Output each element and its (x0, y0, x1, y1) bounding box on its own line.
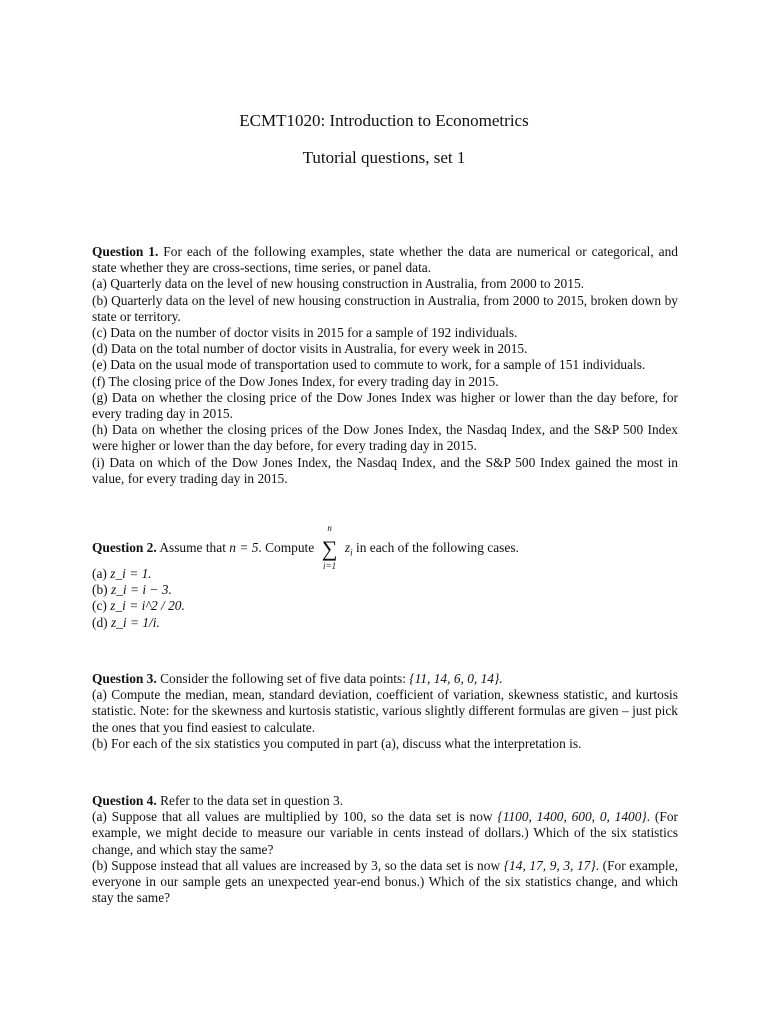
question-4-heading: Question 4. (92, 793, 157, 808)
question-2-item-expr: z_i = i − 3. (110, 582, 172, 598)
question-1-heading: Question 1. (92, 244, 159, 259)
question-2-compute: . Compute (258, 540, 315, 556)
question-4-item-a (92, 809, 678, 858)
question-3-item-a: (a) Compute the median, mean, standard deviation, coefficient of variation, skewness statistic, and kurtosis statistic. Note: for the skewness and kurtosis statistic, various slightly different formulas are given – just pick the ones that you find easiest to calculate. (92, 687, 678, 735)
question-2-item-d (92, 615, 678, 631)
question-2-item-expr: z_i = 1. (110, 566, 152, 582)
question-1-item-b: (b) Quarterly data on the level of new housing construction in Australia, from 2000 to 2015, broken down by state or territory. (92, 292, 678, 324)
question-2-items (92, 566, 678, 631)
summation-symbol (321, 523, 339, 571)
question-1-intro (92, 244, 678, 276)
question-3-intro (92, 671, 678, 687)
question-1-item-d: (d) Data on the total number of doctor visits in Australia, for every week in 2015. (92, 341, 528, 357)
question-4-a-set: {1100, 1400, 600, 0, 1400} (497, 809, 647, 825)
question-1-item-h: (h) Data on whether the closing prices of the Dow Jones Index, the Nasdaq Index, and the S&P 500 Index were higher or lower than the day before, for every trading day in 2015. (92, 422, 678, 454)
question-1-item-f: (f) The closing price of the Dow Jones Index, for every trading day in 2015. (92, 373, 499, 389)
question-2-item-label: (d) (92, 614, 108, 630)
question-2-post: in each of the following cases. (356, 540, 519, 556)
question-1-text: For each of the following examples, state whether the data are numerical or categorical, and state whether they are cross-sections, time series, or panel data. (92, 244, 678, 276)
summation-upper: n (327, 523, 332, 533)
question-1 (92, 244, 678, 487)
question-4-b-pre: (b) Suppose instead that all values are increased by 3, so the data set is now (92, 857, 501, 873)
question-4 (92, 793, 678, 906)
question-2-assumption: n = 5 (229, 540, 259, 556)
question-2-item-a (92, 566, 678, 582)
question-3-item-b: (b) For each of the six statistics you computed in part (a), discuss what the interpretation is. (92, 735, 582, 751)
summation-term-var: z (344, 540, 351, 556)
question-3-dataset: {11, 14, 6, 0, 14}. (409, 671, 503, 686)
question-2-intro (92, 523, 678, 571)
summation-lower: i=1 (323, 561, 337, 571)
question-2-item-label: (b) (92, 582, 108, 598)
document-subtitle: Tutorial questions, set 1 (302, 148, 466, 167)
question-1-item-c: (c) Data on the number of doctor visits in 2015 for a sample of 192 individuals. (92, 325, 518, 341)
question-1-item-e: (e) Data on the usual mode of transportation used to commute to work, for a sample of 151 individuals. (92, 357, 646, 373)
question-2 (92, 523, 678, 631)
question-2-heading: Question 2. (92, 540, 157, 556)
sigma-icon: ∑ (321, 536, 338, 561)
question-4-intro (92, 793, 678, 809)
document-title: ECMT1020: Introduction to Econometrics (239, 111, 529, 130)
question-1-item-i: (i) Data on which of the Dow Jones Index, the Nasdaq Index, and the S&P 500 Index gained the most in value, for every trading day in 2015. (92, 454, 678, 486)
question-4-b-post: . (For example, everyone in our sample gets an unexpected year-end bonus.) Which of the six statistics change, and which stay the same? (92, 857, 678, 906)
question-2-item-c (92, 598, 678, 614)
summation-term (344, 540, 353, 558)
question-2-item-expr: z_i = i^2 / 20. (110, 598, 185, 614)
question-3-text: Consider the following set of five data points: (160, 671, 406, 686)
question-2-pre: Assume that (159, 540, 226, 556)
question-1-item-g: (g) Data on whether the closing price of the Dow Jones Index was higher or lower than the day before, for every trading day in 2015. (92, 389, 678, 422)
question-4-a-pre: (a) Suppose that all values are multiplied by 100, so the data set is now (92, 809, 493, 825)
question-4-a-post: . (For example, we might decide to measure our variable in cents instead of dollars.) Which of the six statistics change, and which stay the same? (92, 809, 678, 857)
question-4-b-set: {14, 17, 9, 3, 17} (503, 857, 596, 873)
question-3-heading: Question 3. (92, 671, 157, 686)
question-1-item-a: (a) Quarterly data on the level of new housing construction in Australia, from 2000 to 2015. (92, 276, 584, 292)
question-3 (92, 671, 678, 752)
question-2-item-expr: z_i = 1/i. (110, 614, 160, 630)
question-4-text: Refer to the data set in question 3. (160, 793, 344, 808)
question-2-item-label: (a) (92, 566, 107, 582)
question-2-item-b (92, 582, 678, 598)
summation-term-sub: i (350, 547, 353, 558)
question-4-item-b (92, 858, 678, 907)
question-2-item-label: (c) (92, 598, 107, 614)
